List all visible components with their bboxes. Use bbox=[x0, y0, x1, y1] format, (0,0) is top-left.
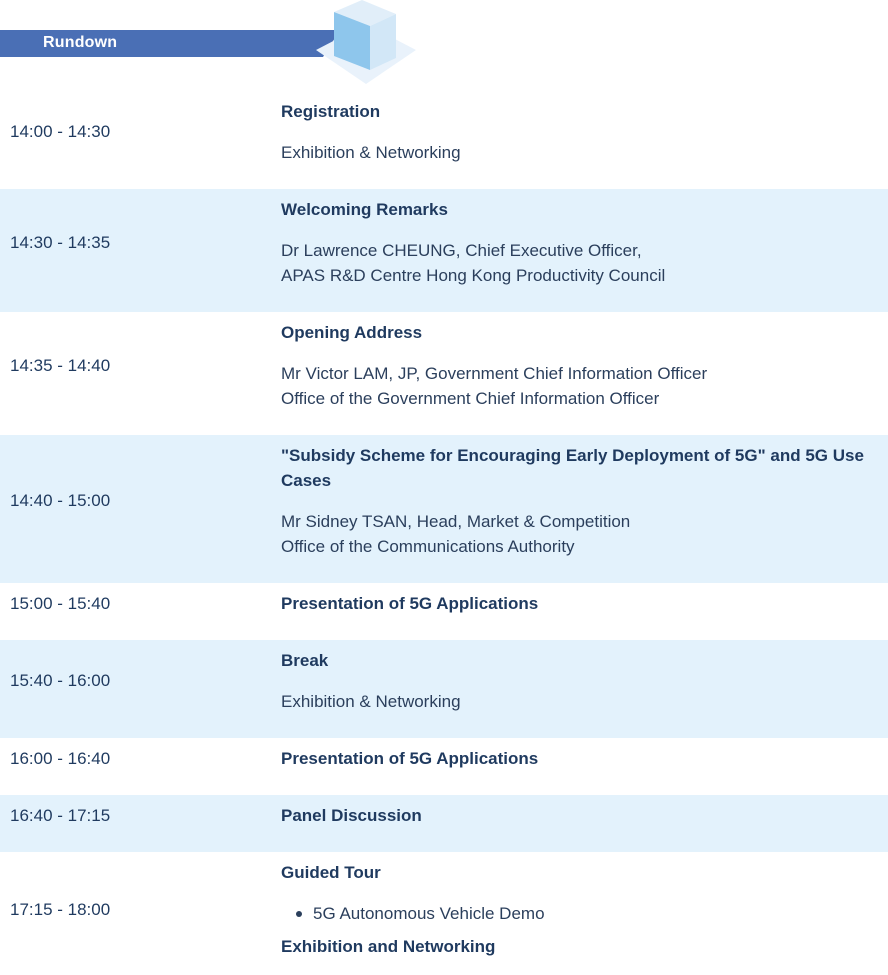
session-detail: Mr Sidney TSAN, Head, Market & Competition bbox=[281, 512, 631, 531]
rundown-row bbox=[0, 189, 888, 312]
session-title: "Subsidy Scheme for Encouraging Early Deployment of 5G" and 5G Use Cases bbox=[281, 446, 864, 490]
session-time: 16:40 - 17:15 bbox=[10, 806, 111, 825]
rundown-row bbox=[0, 583, 888, 640]
list-item bbox=[281, 901, 545, 926]
session-detail: Mr Victor LAM, JP, Government Chief Information Officer bbox=[281, 364, 708, 383]
session-title: Presentation of 5G Applications bbox=[281, 594, 539, 613]
session-time: 14:35 - 14:40 bbox=[10, 356, 111, 375]
session-subtitle: Exhibition and Networking bbox=[281, 937, 496, 956]
session-title: Presentation of 5G Applications bbox=[281, 749, 539, 768]
page-title: Rundown bbox=[43, 34, 118, 51]
rundown-row bbox=[0, 435, 888, 583]
rundown-row bbox=[0, 852, 888, 975]
rundown-row bbox=[0, 312, 888, 435]
cube-decoration-icon bbox=[314, 0, 418, 86]
rundown-header bbox=[0, 0, 888, 88]
session-detail: Office of the Communications Authority bbox=[281, 537, 575, 556]
rundown-row bbox=[0, 795, 888, 852]
session-detail: Office of the Government Chief Information Officer bbox=[281, 389, 660, 408]
session-time: 15:40 - 16:00 bbox=[10, 671, 111, 690]
session-title: Panel Discussion bbox=[281, 806, 422, 825]
session-time: 14:30 - 14:35 bbox=[10, 233, 111, 252]
session-title: Break bbox=[281, 651, 329, 670]
session-time: 14:00 - 14:30 bbox=[10, 122, 111, 141]
session-detail: Exhibition & Networking bbox=[281, 692, 461, 711]
session-time: 15:00 - 15:40 bbox=[10, 594, 111, 613]
session-title: Guided Tour bbox=[281, 863, 381, 882]
session-time: 17:15 - 18:00 bbox=[10, 900, 111, 919]
session-time: 14:40 - 15:00 bbox=[10, 491, 111, 510]
session-detail: APAS R&D Centre Hong Kong Productivity Council bbox=[281, 266, 666, 285]
session-title: Welcoming Remarks bbox=[281, 200, 448, 219]
session-detail: Dr Lawrence CHEUNG, Chief Executive Officer, bbox=[281, 241, 642, 260]
session-time: 16:00 - 16:40 bbox=[10, 749, 111, 768]
bullet-text: 5G Autonomous Vehicle Demo bbox=[313, 904, 545, 923]
session-detail: Exhibition & Networking bbox=[281, 143, 461, 162]
bullet-list bbox=[281, 901, 545, 926]
rundown-row bbox=[0, 640, 888, 738]
session-title: Registration bbox=[281, 102, 381, 121]
rundown-row bbox=[0, 738, 888, 795]
rundown-row bbox=[0, 88, 888, 189]
session-title: Opening Address bbox=[281, 323, 423, 342]
bullet-icon bbox=[296, 911, 302, 917]
